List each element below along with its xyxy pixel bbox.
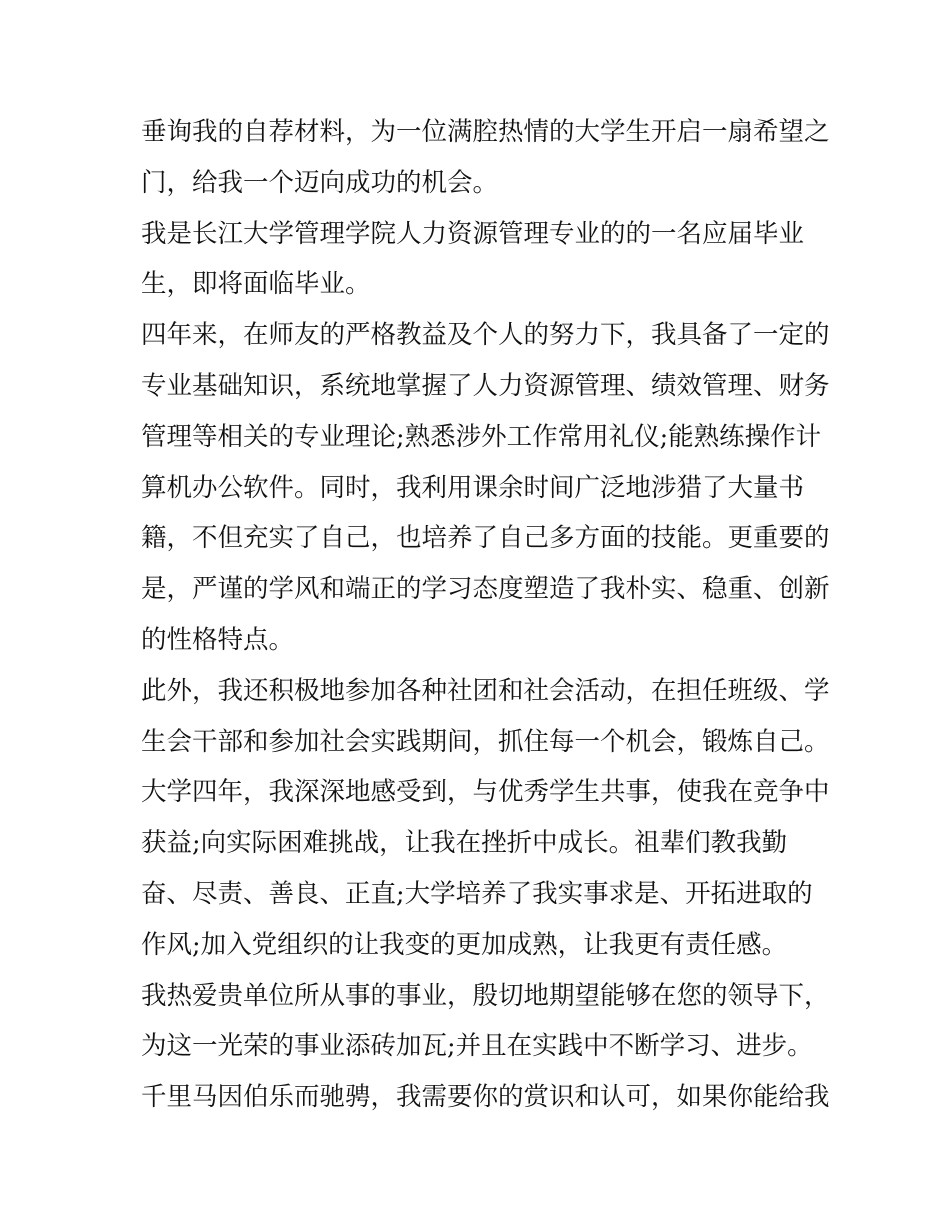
text-line-14: 大学四年，我深深地感受到，与优秀学生共事，使我在竞争中 (141, 777, 830, 808)
text-line-9: 籍，不但充实了自己，也培养了自己多方面的技能。更重要的 (141, 523, 830, 554)
text-line-4: 生，即将面临毕业。 (141, 269, 371, 300)
text-line-7: 管理等相关的专业理论;熟悉涉外工作常用礼仪;能熟练操作计 (141, 421, 822, 452)
text-line-12: 此外，我还积极地参加各种社团和社会活动，在担任班级、学 (141, 675, 830, 706)
text-line-5: 四年来，在师友的严格教益及个人的努力下，我具备了一定的 (141, 320, 830, 351)
text-line-18: 我热爱贵单位所从事的事业，殷切地期望能够在您的领导下， (141, 980, 830, 1011)
text-line-17: 作风;加入党组织的让我变的更加成熟，让我更有责任感。 (141, 929, 788, 960)
text-line-11: 的性格特点。 (141, 624, 295, 655)
text-line-15: 获益;向实际困难挑战，让我在挫折中成长。祖辈们教我勤 (141, 828, 788, 859)
text-line-13: 生会干部和参加社会实践期间，抓住每一个机会，锻炼自己。 (141, 726, 830, 757)
text-line-19: 为这一光荣的事业添砖加瓦;并且在实践中不断学习、进步。 (141, 1031, 813, 1062)
text-line-16: 奋、尽责、善良、正直;大学培养了我实事求是、开拓进取的 (141, 878, 813, 909)
text-line-1: 垂询我的自荐材料，为一位满腔热情的大学生开启一扇希望之 (141, 117, 830, 147)
text-line-10: 是，严谨的学风和端正的学习态度塑造了我朴实、稳重、创新 (141, 574, 830, 605)
letter-body (141, 107, 830, 1123)
text-line-3: 我是长江大学管理学院人力资源管理专业的的一名应届毕业 (141, 218, 805, 249)
text-line-2: 门，给我一个迈向成功的机会。 (141, 167, 499, 198)
text-line-20: 千里马因伯乐而驰骋，我需要你的赏识和认可，如果你能给我 (141, 1082, 830, 1113)
text-line-6: 专业基础知识，系统地掌握了人力资源管理、绩效管理、财务 (141, 370, 830, 401)
text-line-8: 算机办公软件。同时，我利用课余时间广泛地涉猎了大量书 (141, 472, 805, 503)
